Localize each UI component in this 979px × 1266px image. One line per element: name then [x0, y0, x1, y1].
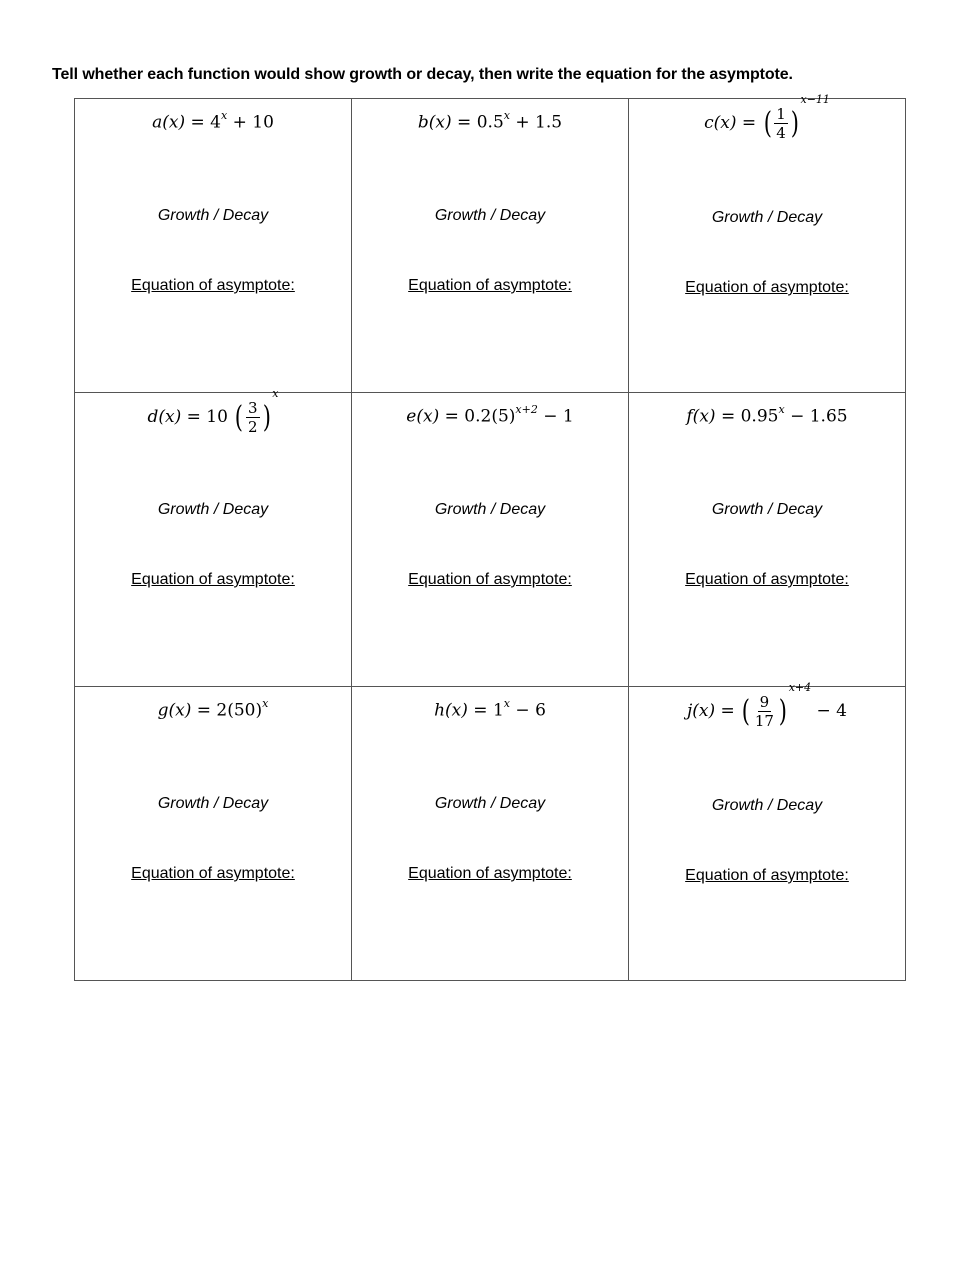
asymptote-label: Equation of asymptote: [131, 865, 295, 882]
growth-decay-choice[interactable]: Growth / Decay [711, 501, 823, 518]
asymptote-label: Equation of asymptote: [408, 865, 572, 882]
asymptote-label: Equation of asymptote: [685, 279, 849, 296]
cell-e [352, 393, 629, 687]
growth-decay-choice[interactable]: Growth / Decay [157, 207, 269, 224]
function-grid [74, 93, 906, 981]
growth-decay-choice[interactable]: Growth / Decay [434, 207, 546, 224]
growth-decay-choice[interactable]: Growth / Decay [711, 797, 823, 814]
cell-h [352, 687, 629, 981]
function-j: j(x) = ( $\frac{9}{17}$ ) $^{x+4}$ − 4 [686, 681, 847, 730]
function-b: $b(x) = 0.5^x + 1.5$ [417, 109, 563, 133]
cell-b [352, 99, 629, 393]
function-c: c(x) = ( $\frac{1}{4}$ ) $^{x-11}$ [704, 93, 830, 142]
cell-g [75, 687, 352, 981]
growth-decay-choice[interactable]: Growth / Decay [434, 501, 546, 518]
function-d: d(x) = 10 ( $\frac{3}{2}$ ) $^x$ [147, 387, 279, 436]
function-h: $h(x) = 1^x - 6$ [434, 697, 546, 721]
growth-decay-choice[interactable]: Growth / Decay [157, 501, 269, 518]
function-g: $g(x) = 2(50)^x$ [157, 697, 269, 721]
asymptote-label: Equation of asymptote: [408, 277, 572, 294]
growth-decay-choice[interactable]: Growth / Decay [157, 795, 269, 812]
cell-a [75, 99, 352, 393]
asymptote-label: Equation of asymptote: [131, 277, 295, 294]
growth-decay-choice[interactable]: Growth / Decay [434, 795, 546, 812]
asymptote-label: Equation of asymptote: [408, 571, 572, 588]
asymptote-label: Equation of asymptote: [685, 571, 849, 588]
asymptote-label: Equation of asymptote: [131, 571, 295, 588]
cell-j [629, 681, 906, 981]
asymptote-label: Equation of asymptote: [685, 867, 849, 884]
growth-decay-choice[interactable]: Growth / Decay [711, 209, 823, 226]
function-e: $e(x) = 0.2(5)^{x+2} - 1$ [406, 403, 574, 427]
cell-d [75, 387, 352, 687]
cell-f [629, 393, 906, 687]
instructions-heading: Tell whether each function would show growth or decay, then write the equation for the asymptote. [52, 66, 793, 83]
function-a: $a(x) = 4^x + 10$ [152, 109, 274, 133]
function-f: $f(x) = 0.95^x - 1.65$ [686, 403, 848, 427]
cell-c [629, 93, 906, 393]
